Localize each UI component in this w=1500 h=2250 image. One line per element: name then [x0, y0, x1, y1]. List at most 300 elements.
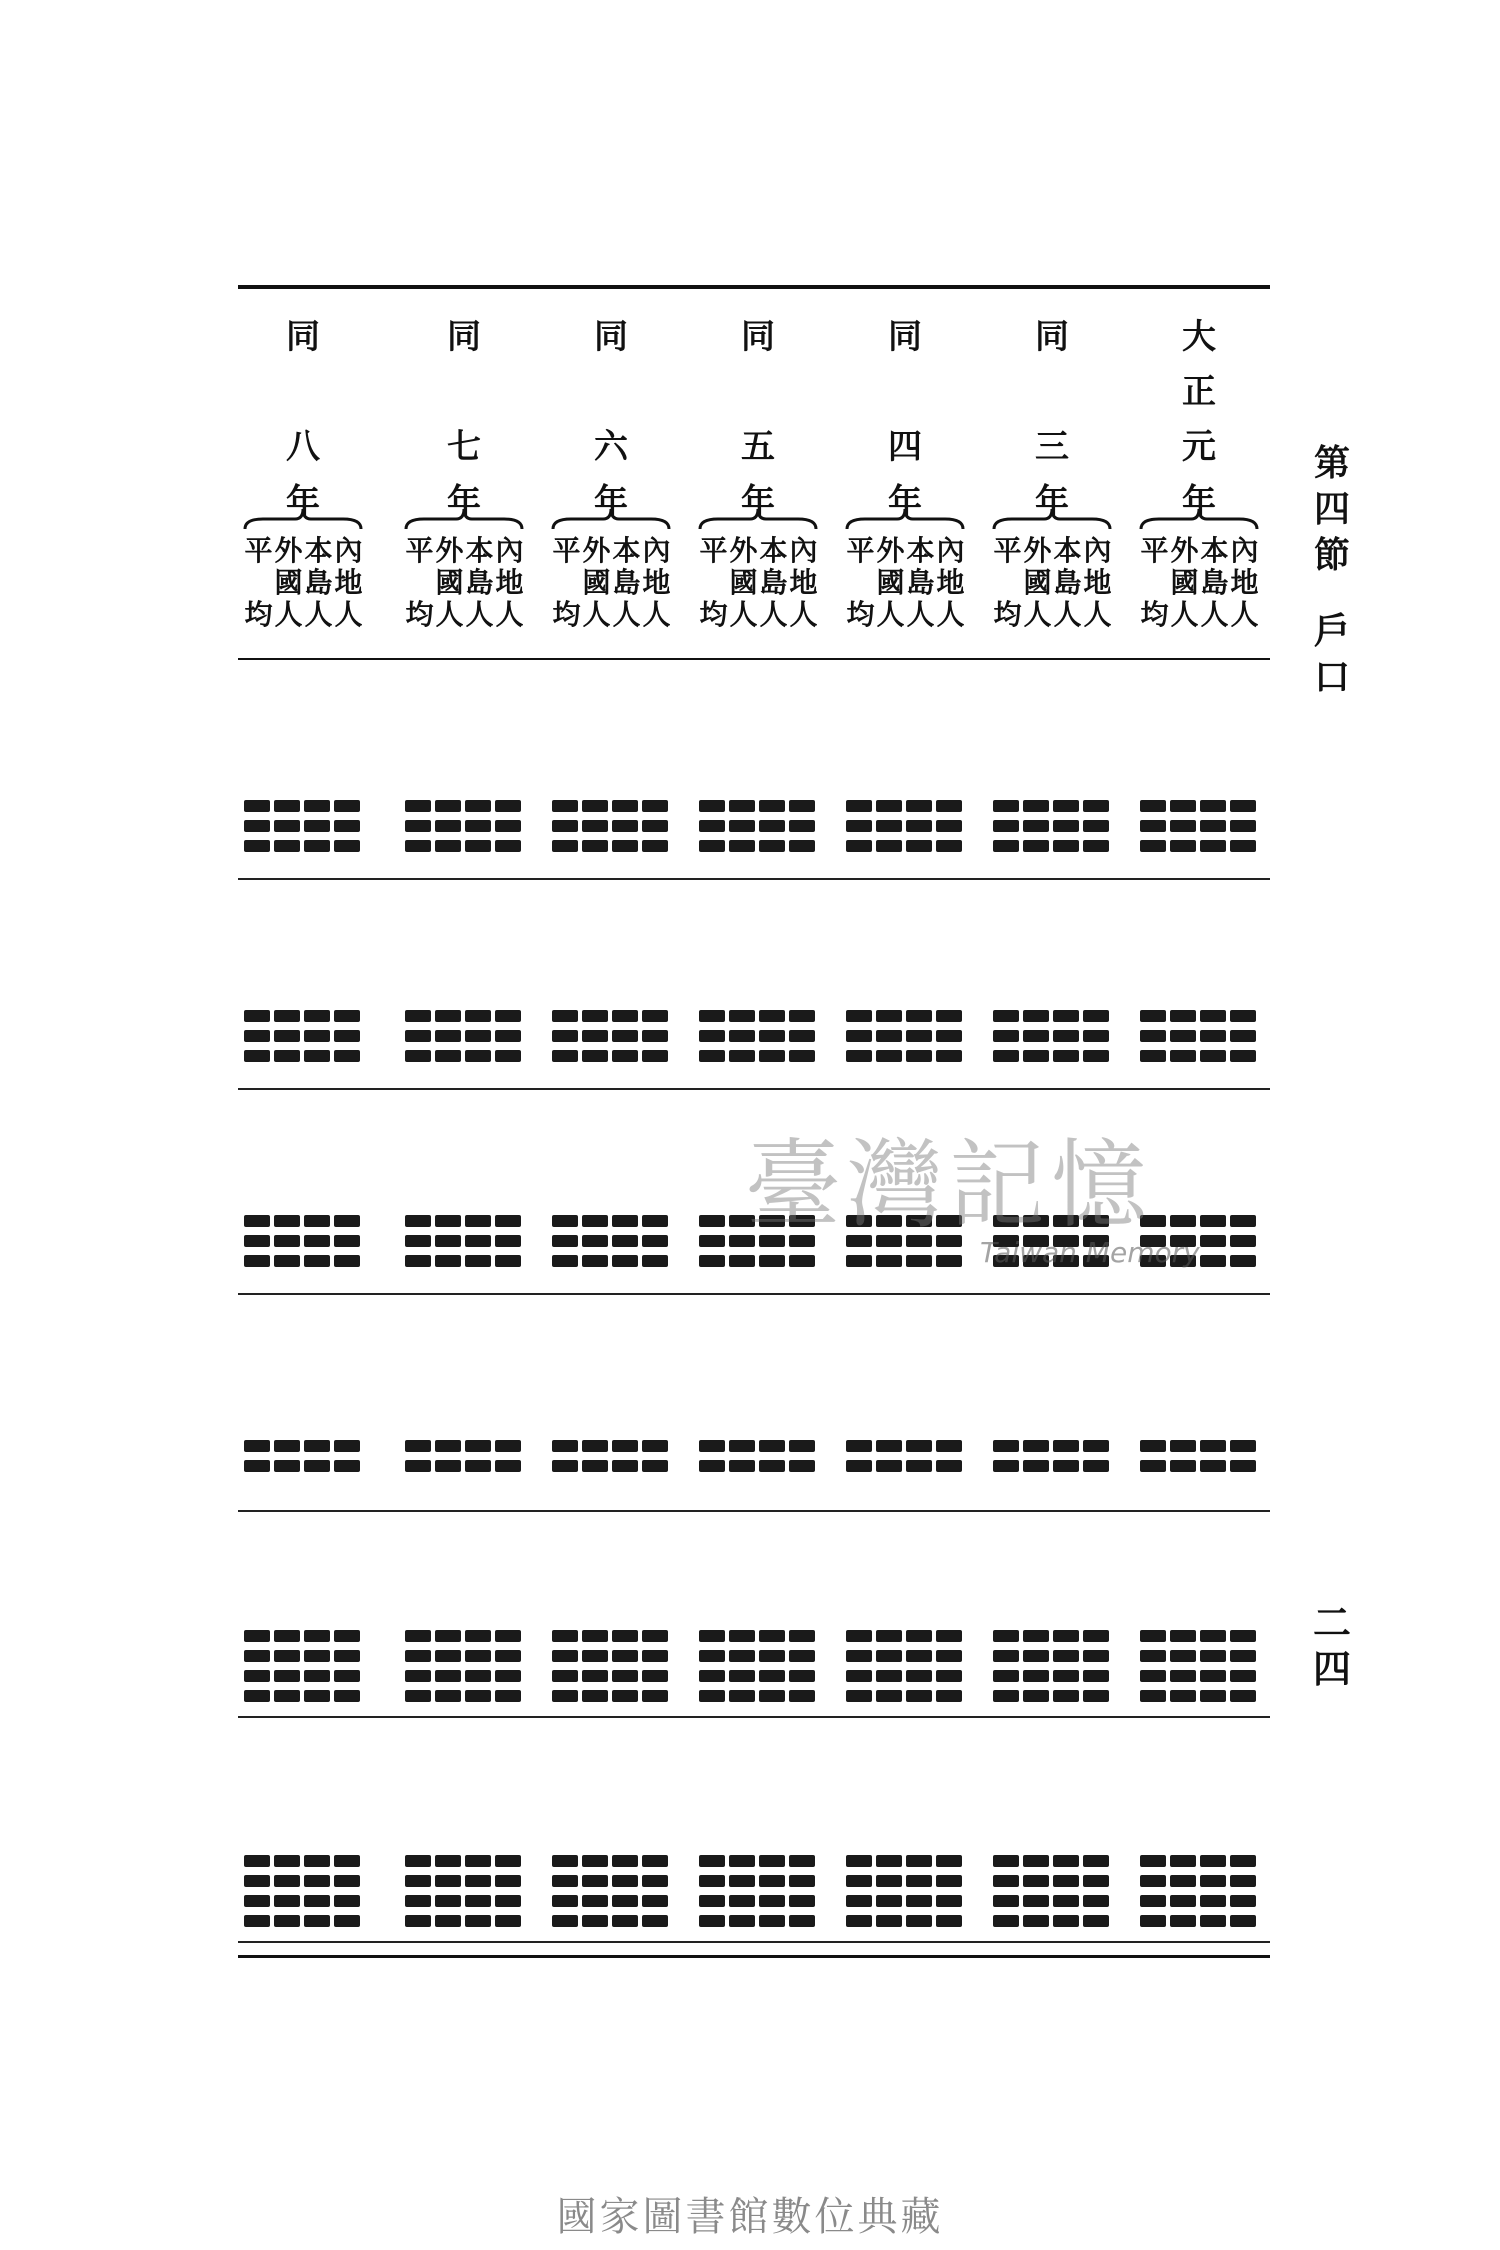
category-char: 外: [729, 534, 757, 567]
numeral-mark: [495, 1875, 521, 1887]
numeral-mark: [334, 1855, 360, 1867]
category-char: 平: [993, 534, 1021, 567]
numeral-mark: [405, 1855, 431, 1867]
numeral-mark: [876, 1030, 902, 1042]
numeral-mark: [552, 1010, 578, 1022]
numeral-mark: [1170, 1050, 1196, 1062]
table-cell-block: [840, 1630, 970, 1692]
numeral-mark: [1140, 1915, 1166, 1927]
numeral-mark: [582, 1215, 608, 1227]
numeral-mark: [1083, 1895, 1109, 1907]
numeral-mark: [582, 1050, 608, 1062]
numeral-mark: [1200, 1630, 1226, 1642]
numeral-mark: [993, 1630, 1019, 1642]
year-column: [840, 300, 970, 650]
category-label-row: [238, 567, 368, 599]
numeral-mark: [1170, 1630, 1196, 1642]
year-char: 正: [1182, 372, 1216, 412]
numeral-mark: [1053, 1460, 1079, 1472]
category-char: 地: [1083, 566, 1111, 599]
numeral-mark: [465, 1895, 491, 1907]
numeral-mark: [759, 1460, 785, 1472]
numeral-mark: [552, 840, 578, 852]
numeral-mark: [729, 820, 755, 832]
numeral-mark: [304, 840, 330, 852]
year-char: 年: [1182, 482, 1216, 522]
category-labels: [399, 535, 529, 631]
numeral-mark: [435, 1690, 461, 1702]
numeral-mark: [612, 1215, 638, 1227]
row-underline: [238, 1941, 1270, 1943]
numeral-mark: [334, 1215, 360, 1227]
numeral-mark: [582, 1460, 608, 1472]
numeral-mark: [936, 1855, 962, 1867]
year-column: [1134, 300, 1264, 650]
numeral-mark: [552, 1440, 578, 1452]
numeral-mark: [846, 1875, 872, 1887]
year-char: 同: [888, 317, 922, 357]
category-label-row: [987, 567, 1117, 599]
numeral-mark: [1200, 1855, 1226, 1867]
numeral-mark: [495, 840, 521, 852]
footer-credit: 國家圖書館數位典藏: [556, 2194, 944, 2240]
numeral-mark: [1140, 1855, 1166, 1867]
year-char: 同: [286, 317, 320, 357]
numeral-mark: [876, 1010, 902, 1022]
numeral-mark: [612, 1010, 638, 1022]
table-cell-block: [546, 1010, 676, 1072]
numeral-mark: [642, 1670, 668, 1682]
category-char: 外: [582, 534, 610, 567]
numeral-mark: [729, 1050, 755, 1062]
numeral-mark: [1170, 1030, 1196, 1042]
numeral-mark: [642, 1630, 668, 1642]
table-cell-block: [987, 1630, 1117, 1692]
numeral-mark: [612, 1855, 638, 1867]
category-char: 內: [789, 534, 817, 567]
table-cell-block: [840, 800, 970, 862]
numeral-mark: [1230, 1855, 1256, 1867]
category-char: 外: [876, 534, 904, 567]
numeral-mark: [1230, 1875, 1256, 1887]
numeral-mark: [552, 1875, 578, 1887]
numeral-mark: [334, 1690, 360, 1702]
numeral-mark: [876, 1915, 902, 1927]
year-char: 年: [594, 482, 628, 522]
category-char: 平: [405, 534, 433, 567]
brace-icon: [845, 505, 965, 533]
numeral-mark: [906, 1050, 932, 1062]
numeral-mark: [876, 1630, 902, 1642]
numeral-mark: [405, 1440, 431, 1452]
numeral-mark: [993, 1875, 1019, 1887]
category-label-row: [1134, 567, 1264, 599]
category-char: 內: [1083, 534, 1111, 567]
numeral-mark: [759, 1030, 785, 1042]
numeral-mark: [789, 1670, 815, 1682]
numeral-mark: [435, 1915, 461, 1927]
numeral-mark: [642, 1855, 668, 1867]
numeral-mark: [1053, 820, 1079, 832]
numeral-mark: [465, 1050, 491, 1062]
numeral-mark: [906, 1915, 932, 1927]
numeral-mark: [936, 1875, 962, 1887]
watermark-en: Taiwan Memory: [980, 1236, 1200, 1269]
numeral-mark: [993, 840, 1019, 852]
numeral-mark: [612, 1895, 638, 1907]
category-char: 島: [612, 566, 640, 599]
numeral-mark: [642, 1895, 668, 1907]
numeral-mark: [936, 840, 962, 852]
numeral-mark: [729, 1630, 755, 1642]
numeral-mark: [274, 1650, 300, 1662]
row-underline: [238, 1510, 1270, 1512]
numeral-mark: [759, 1630, 785, 1642]
numeral-mark: [304, 1215, 330, 1227]
numeral-mark: [274, 1010, 300, 1022]
numeral-mark: [552, 1650, 578, 1662]
numeral-mark: [1200, 1050, 1226, 1062]
numeral-mark: [642, 820, 668, 832]
numeral-mark: [244, 1440, 270, 1452]
numeral-mark: [274, 820, 300, 832]
numeral-mark: [435, 1895, 461, 1907]
numeral-mark: [1053, 1855, 1079, 1867]
numeral-mark: [759, 1650, 785, 1662]
numeral-mark: [699, 820, 725, 832]
numeral-mark: [244, 1235, 270, 1247]
numeral-mark: [699, 840, 725, 852]
numeral-mark: [846, 1670, 872, 1682]
numeral-mark: [1140, 1875, 1166, 1887]
numeral-mark: [465, 1915, 491, 1927]
numeral-mark: [642, 1650, 668, 1662]
category-labels: [546, 535, 676, 631]
numeral-mark: [495, 1030, 521, 1042]
numeral-mark: [876, 800, 902, 812]
numeral-mark: [552, 1460, 578, 1472]
numeral-mark: [729, 1915, 755, 1927]
category-char: 地: [789, 566, 817, 599]
numeral-mark: [495, 1690, 521, 1702]
category-label-row: [693, 567, 823, 599]
numeral-mark: [274, 1050, 300, 1062]
numeral-mark: [759, 1855, 785, 1867]
numeral-mark: [304, 1690, 330, 1702]
category-char: 本: [906, 534, 934, 567]
row-underline: [238, 1716, 1270, 1718]
category-char: 地: [642, 566, 670, 599]
category-labels: [987, 535, 1117, 631]
numeral-mark: [1023, 1030, 1049, 1042]
numeral-mark: [1083, 1690, 1109, 1702]
numeral-mark: [759, 1915, 785, 1927]
table-cell-block: [693, 800, 823, 862]
table-cell-block: [399, 1440, 529, 1502]
numeral-mark: [552, 1215, 578, 1227]
numeral-mark: [334, 1255, 360, 1267]
numeral-mark: [552, 1630, 578, 1642]
category-char: 國: [1023, 566, 1051, 599]
numeral-mark: [699, 1915, 725, 1927]
numeral-mark: [699, 1690, 725, 1702]
numeral-mark: [759, 840, 785, 852]
numeral-mark: [906, 820, 932, 832]
numeral-mark: [334, 820, 360, 832]
numeral-mark: [612, 1460, 638, 1472]
category-char: 人: [304, 598, 332, 631]
numeral-mark: [1053, 1650, 1079, 1662]
numeral-mark: [612, 1255, 638, 1267]
numeral-mark: [936, 1460, 962, 1472]
numeral-mark: [274, 1440, 300, 1452]
numeral-mark: [789, 820, 815, 832]
numeral-mark: [699, 1875, 725, 1887]
numeral-mark: [789, 1630, 815, 1642]
numeral-mark: [435, 1030, 461, 1042]
numeral-mark: [405, 1460, 431, 1472]
category-char: 均: [405, 598, 433, 631]
numeral-mark: [789, 1460, 815, 1472]
numeral-mark: [1023, 1440, 1049, 1452]
numeral-mark: [729, 1650, 755, 1662]
numeral-mark: [1083, 1030, 1109, 1042]
category-char: 均: [552, 598, 580, 631]
table-cell-block: [546, 1630, 676, 1692]
numeral-mark: [435, 800, 461, 812]
row-underline: [238, 1293, 1270, 1295]
category-label-row: [399, 599, 529, 631]
numeral-mark: [582, 1670, 608, 1682]
table-cell-block: [1134, 1855, 1264, 1917]
numeral-mark: [465, 1460, 491, 1472]
numeral-mark: [789, 1050, 815, 1062]
category-label-row: [1134, 599, 1264, 631]
numeral-mark: [1230, 1670, 1256, 1682]
numeral-mark: [304, 1670, 330, 1682]
numeral-mark: [699, 1895, 725, 1907]
year-char: 大: [1182, 317, 1216, 357]
numeral-mark: [993, 1670, 1019, 1682]
numeral-mark: [1230, 840, 1256, 852]
numeral-mark: [334, 840, 360, 852]
numeral-mark: [304, 820, 330, 832]
numeral-mark: [274, 1630, 300, 1642]
numeral-mark: [405, 1215, 431, 1227]
numeral-mark: [906, 1690, 932, 1702]
numeral-mark: [1053, 1630, 1079, 1642]
numeral-mark: [1140, 1010, 1166, 1022]
numeral-mark: [582, 1915, 608, 1927]
numeral-mark: [1023, 1460, 1049, 1472]
year-column: [238, 300, 368, 650]
numeral-mark: [465, 1215, 491, 1227]
numeral-mark: [334, 1650, 360, 1662]
numeral-mark: [1230, 1460, 1256, 1472]
numeral-mark: [495, 1670, 521, 1682]
table-cell-block: [1134, 800, 1264, 862]
numeral-mark: [435, 1855, 461, 1867]
numeral-mark: [699, 1630, 725, 1642]
numeral-mark: [1023, 1855, 1049, 1867]
numeral-mark: [1170, 1650, 1196, 1662]
numeral-mark: [759, 800, 785, 812]
numeral-mark: [495, 1630, 521, 1642]
category-char: 人: [435, 598, 463, 631]
table-cell-block: [238, 1215, 368, 1277]
numeral-mark: [699, 1050, 725, 1062]
numeral-mark: [1170, 1895, 1196, 1907]
numeral-mark: [1083, 1440, 1109, 1452]
numeral-mark: [334, 1030, 360, 1042]
numeral-mark: [274, 840, 300, 852]
numeral-mark: [582, 1255, 608, 1267]
numeral-mark: [729, 1440, 755, 1452]
numeral-mark: [642, 1050, 668, 1062]
numeral-mark: [405, 1670, 431, 1682]
numeral-mark: [1023, 1875, 1049, 1887]
numeral-mark: [1140, 840, 1166, 852]
numeral-mark: [936, 1690, 962, 1702]
numeral-mark: [1170, 820, 1196, 832]
numeral-mark: [1140, 1460, 1166, 1472]
year-char: 四: [888, 427, 922, 467]
category-char: 平: [552, 534, 580, 567]
category-char: 內: [642, 534, 670, 567]
table-cell-block: [238, 800, 368, 862]
numeral-mark: [465, 800, 491, 812]
numeral-mark: [699, 1010, 725, 1022]
numeral-mark: [993, 1030, 1019, 1042]
numeral-mark: [582, 1855, 608, 1867]
numeral-mark: [552, 800, 578, 812]
numeral-mark: [699, 1650, 725, 1662]
numeral-mark: [729, 1855, 755, 1867]
numeral-mark: [435, 1670, 461, 1682]
numeral-mark: [906, 1010, 932, 1022]
table-cell-block: [546, 1215, 676, 1277]
table-cell-block: [840, 1010, 970, 1072]
numeral-mark: [334, 1440, 360, 1452]
numeral-mark: [612, 1440, 638, 1452]
numeral-mark: [582, 1875, 608, 1887]
numeral-mark: [1200, 1010, 1226, 1022]
numeral-mark: [759, 1875, 785, 1887]
numeral-mark: [846, 1460, 872, 1472]
numeral-mark: [334, 1050, 360, 1062]
numeral-mark: [642, 1235, 668, 1247]
numeral-mark: [435, 840, 461, 852]
numeral-mark: [1023, 840, 1049, 852]
numeral-mark: [405, 1030, 431, 1042]
category-char: 人: [1083, 598, 1111, 631]
category-char: 外: [435, 534, 463, 567]
header-bottom-rule: [238, 658, 1270, 660]
numeral-mark: [405, 820, 431, 832]
table-cell-block: [1134, 1010, 1264, 1072]
category-label-row: [399, 567, 529, 599]
numeral-mark: [1230, 1010, 1256, 1022]
numeral-mark: [876, 1440, 902, 1452]
numeral-mark: [906, 840, 932, 852]
table-cell-block: [238, 1855, 368, 1917]
numeral-mark: [699, 1030, 725, 1042]
category-char: 島: [1053, 566, 1081, 599]
numeral-mark: [1230, 1915, 1256, 1927]
page-number: 二 四: [1312, 1600, 1351, 1691]
table-cell-block: [987, 1010, 1117, 1072]
brace-icon: [243, 505, 363, 533]
table-cell-block: [1134, 1440, 1264, 1502]
numeral-mark: [789, 1690, 815, 1702]
numeral-mark: [1200, 800, 1226, 812]
numeral-mark: [699, 800, 725, 812]
numeral-mark: [274, 1855, 300, 1867]
numeral-mark: [304, 1875, 330, 1887]
watermark-logo: [745, 1130, 1245, 1280]
numeral-mark: [1230, 1440, 1256, 1452]
numeral-mark: [495, 1050, 521, 1062]
numeral-mark: [642, 1030, 668, 1042]
numeral-mark: [642, 1440, 668, 1452]
numeral-mark: [906, 1460, 932, 1472]
numeral-mark: [612, 1630, 638, 1642]
numeral-mark: [789, 840, 815, 852]
year-char: 元: [1182, 427, 1216, 467]
year-column: [546, 300, 676, 650]
numeral-mark: [846, 1855, 872, 1867]
numeral-mark: [846, 820, 872, 832]
numeral-mark: [552, 1050, 578, 1062]
year-char: 同: [594, 317, 628, 357]
year-column: [399, 300, 529, 650]
numeral-mark: [876, 1690, 902, 1702]
numeral-mark: [274, 1255, 300, 1267]
category-char: 人: [876, 598, 904, 631]
numeral-mark: [304, 1460, 330, 1472]
numeral-mark: [435, 1050, 461, 1062]
year-char: 同: [741, 317, 775, 357]
category-char: 島: [465, 566, 493, 599]
numeral-mark: [495, 1650, 521, 1662]
numeral-mark: [1083, 840, 1109, 852]
year-char: 年: [286, 482, 320, 522]
numeral-mark: [405, 1875, 431, 1887]
numeral-mark: [699, 1255, 725, 1267]
numeral-mark: [495, 1010, 521, 1022]
numeral-mark: [465, 1650, 491, 1662]
numeral-mark: [405, 1690, 431, 1702]
numeral-mark: [465, 1235, 491, 1247]
category-label-row: [693, 599, 823, 631]
numeral-mark: [334, 1875, 360, 1887]
numeral-mark: [1023, 1895, 1049, 1907]
numeral-mark: [405, 800, 431, 812]
numeral-mark: [789, 1440, 815, 1452]
category-char: 地: [495, 566, 523, 599]
numeral-mark: [244, 1650, 270, 1662]
numeral-mark: [274, 1670, 300, 1682]
numeral-mark: [1023, 1690, 1049, 1702]
numeral-mark: [1140, 1440, 1166, 1452]
numeral-mark: [612, 800, 638, 812]
row-underline: [238, 878, 1270, 880]
category-char: 國: [274, 566, 302, 599]
numeral-mark: [274, 1690, 300, 1702]
numeral-mark: [552, 1030, 578, 1042]
year-char: 同: [447, 317, 481, 357]
section-title: 第 四 節 戶 口: [1313, 442, 1350, 698]
